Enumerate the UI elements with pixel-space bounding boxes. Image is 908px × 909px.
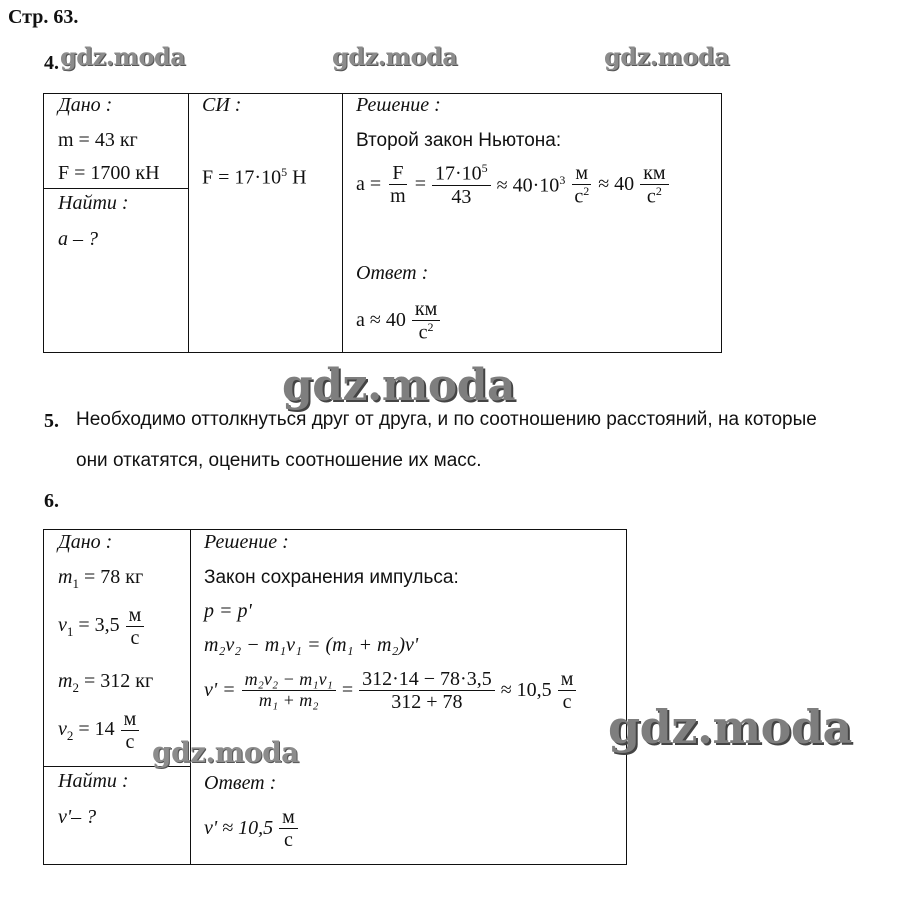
watermark: gdz.moda: [608, 700, 852, 754]
watermark: gdz.moda: [604, 42, 730, 71]
answer-value: a ≈ 40 $\frac{км}{с^2}$: [356, 298, 440, 344]
solution-label: Решение :: [204, 531, 289, 553]
given-mass: m = 43 кг: [58, 129, 138, 151]
table-divider: [43, 188, 189, 189]
si-force: $F = 17\cdot 10^5$ Н: [202, 165, 307, 189]
table-divider: [342, 93, 343, 352]
equation-acceleration: a = $\frac{F}{m}$ = $\frac{17\cdot 10^5}{43}$ ≈ $40\cdot 10^3$ $\frac{м}{с^2}$ ≈ 40 $\frac{км}{с^2}$: [356, 162, 669, 208]
find-value: a – ?: [58, 228, 98, 250]
given-velocity-2: $v_2 = 14$ $\frac{м}{с}$: [58, 708, 139, 753]
given-mass-2: $m_2 = 312$ кг: [58, 670, 154, 695]
find-label: Найти :: [58, 770, 129, 792]
task-5-line-1: Необходимо оттолкнуться друг от друга, и по соотношению расстояний, на которые: [76, 409, 817, 430]
task-4-number: 4.: [44, 52, 59, 74]
answer-label: Ответ :: [356, 262, 429, 284]
task-6-number: 6.: [44, 490, 59, 512]
table-divider: [188, 93, 189, 352]
si-label: СИ :: [202, 94, 242, 116]
find-label: Найти :: [58, 192, 129, 214]
solution-label: Решение :: [356, 94, 441, 116]
law-text: Закон сохранения импульса:: [204, 567, 459, 588]
given-force: F = 1700 кН: [58, 162, 160, 184]
answer-label: Ответ :: [204, 772, 277, 794]
given-label: Дано :: [58, 531, 113, 553]
law-text: Второй закон Ньютона:: [356, 130, 562, 151]
watermark: gdz.moda: [60, 42, 186, 71]
given-label: Дано :: [58, 94, 113, 116]
table-divider: [190, 529, 191, 864]
watermark: gdz.moda: [282, 360, 516, 411]
watermark: gdz.moda: [332, 42, 458, 71]
given-velocity-1: $v_1 = 3,5$ $\frac{м}{с}$: [58, 604, 144, 649]
watermark: gdz.moda: [152, 736, 299, 769]
page-title: Стр. 63.: [8, 6, 79, 28]
equation-momentum: p = p': [204, 600, 252, 622]
equation-momentum-expanded: m₂v₂ − m₁v₁ = (m₁ + m₂)v': [204, 634, 419, 656]
answer-value: v' ≈ 10,5 $\frac{м}{с}$: [204, 806, 298, 851]
task-5-line-2: они откатятся, оценить соотношение их масс.: [76, 450, 482, 471]
find-value: v'– ?: [58, 806, 97, 828]
equation-velocity: v' = $\frac{\text{m₂v₂ − m₁v₁}}{\text{m₁ + m₂}}$ = $\frac{312\cdot 14 - 78\cdot 3,5}{312 + 78}$ ≈ 10,5 $\frac{м}{с}$: [204, 668, 576, 713]
task-5-number: 5.: [44, 410, 59, 432]
given-mass-1: $m_1 = 78$ кг: [58, 566, 144, 591]
